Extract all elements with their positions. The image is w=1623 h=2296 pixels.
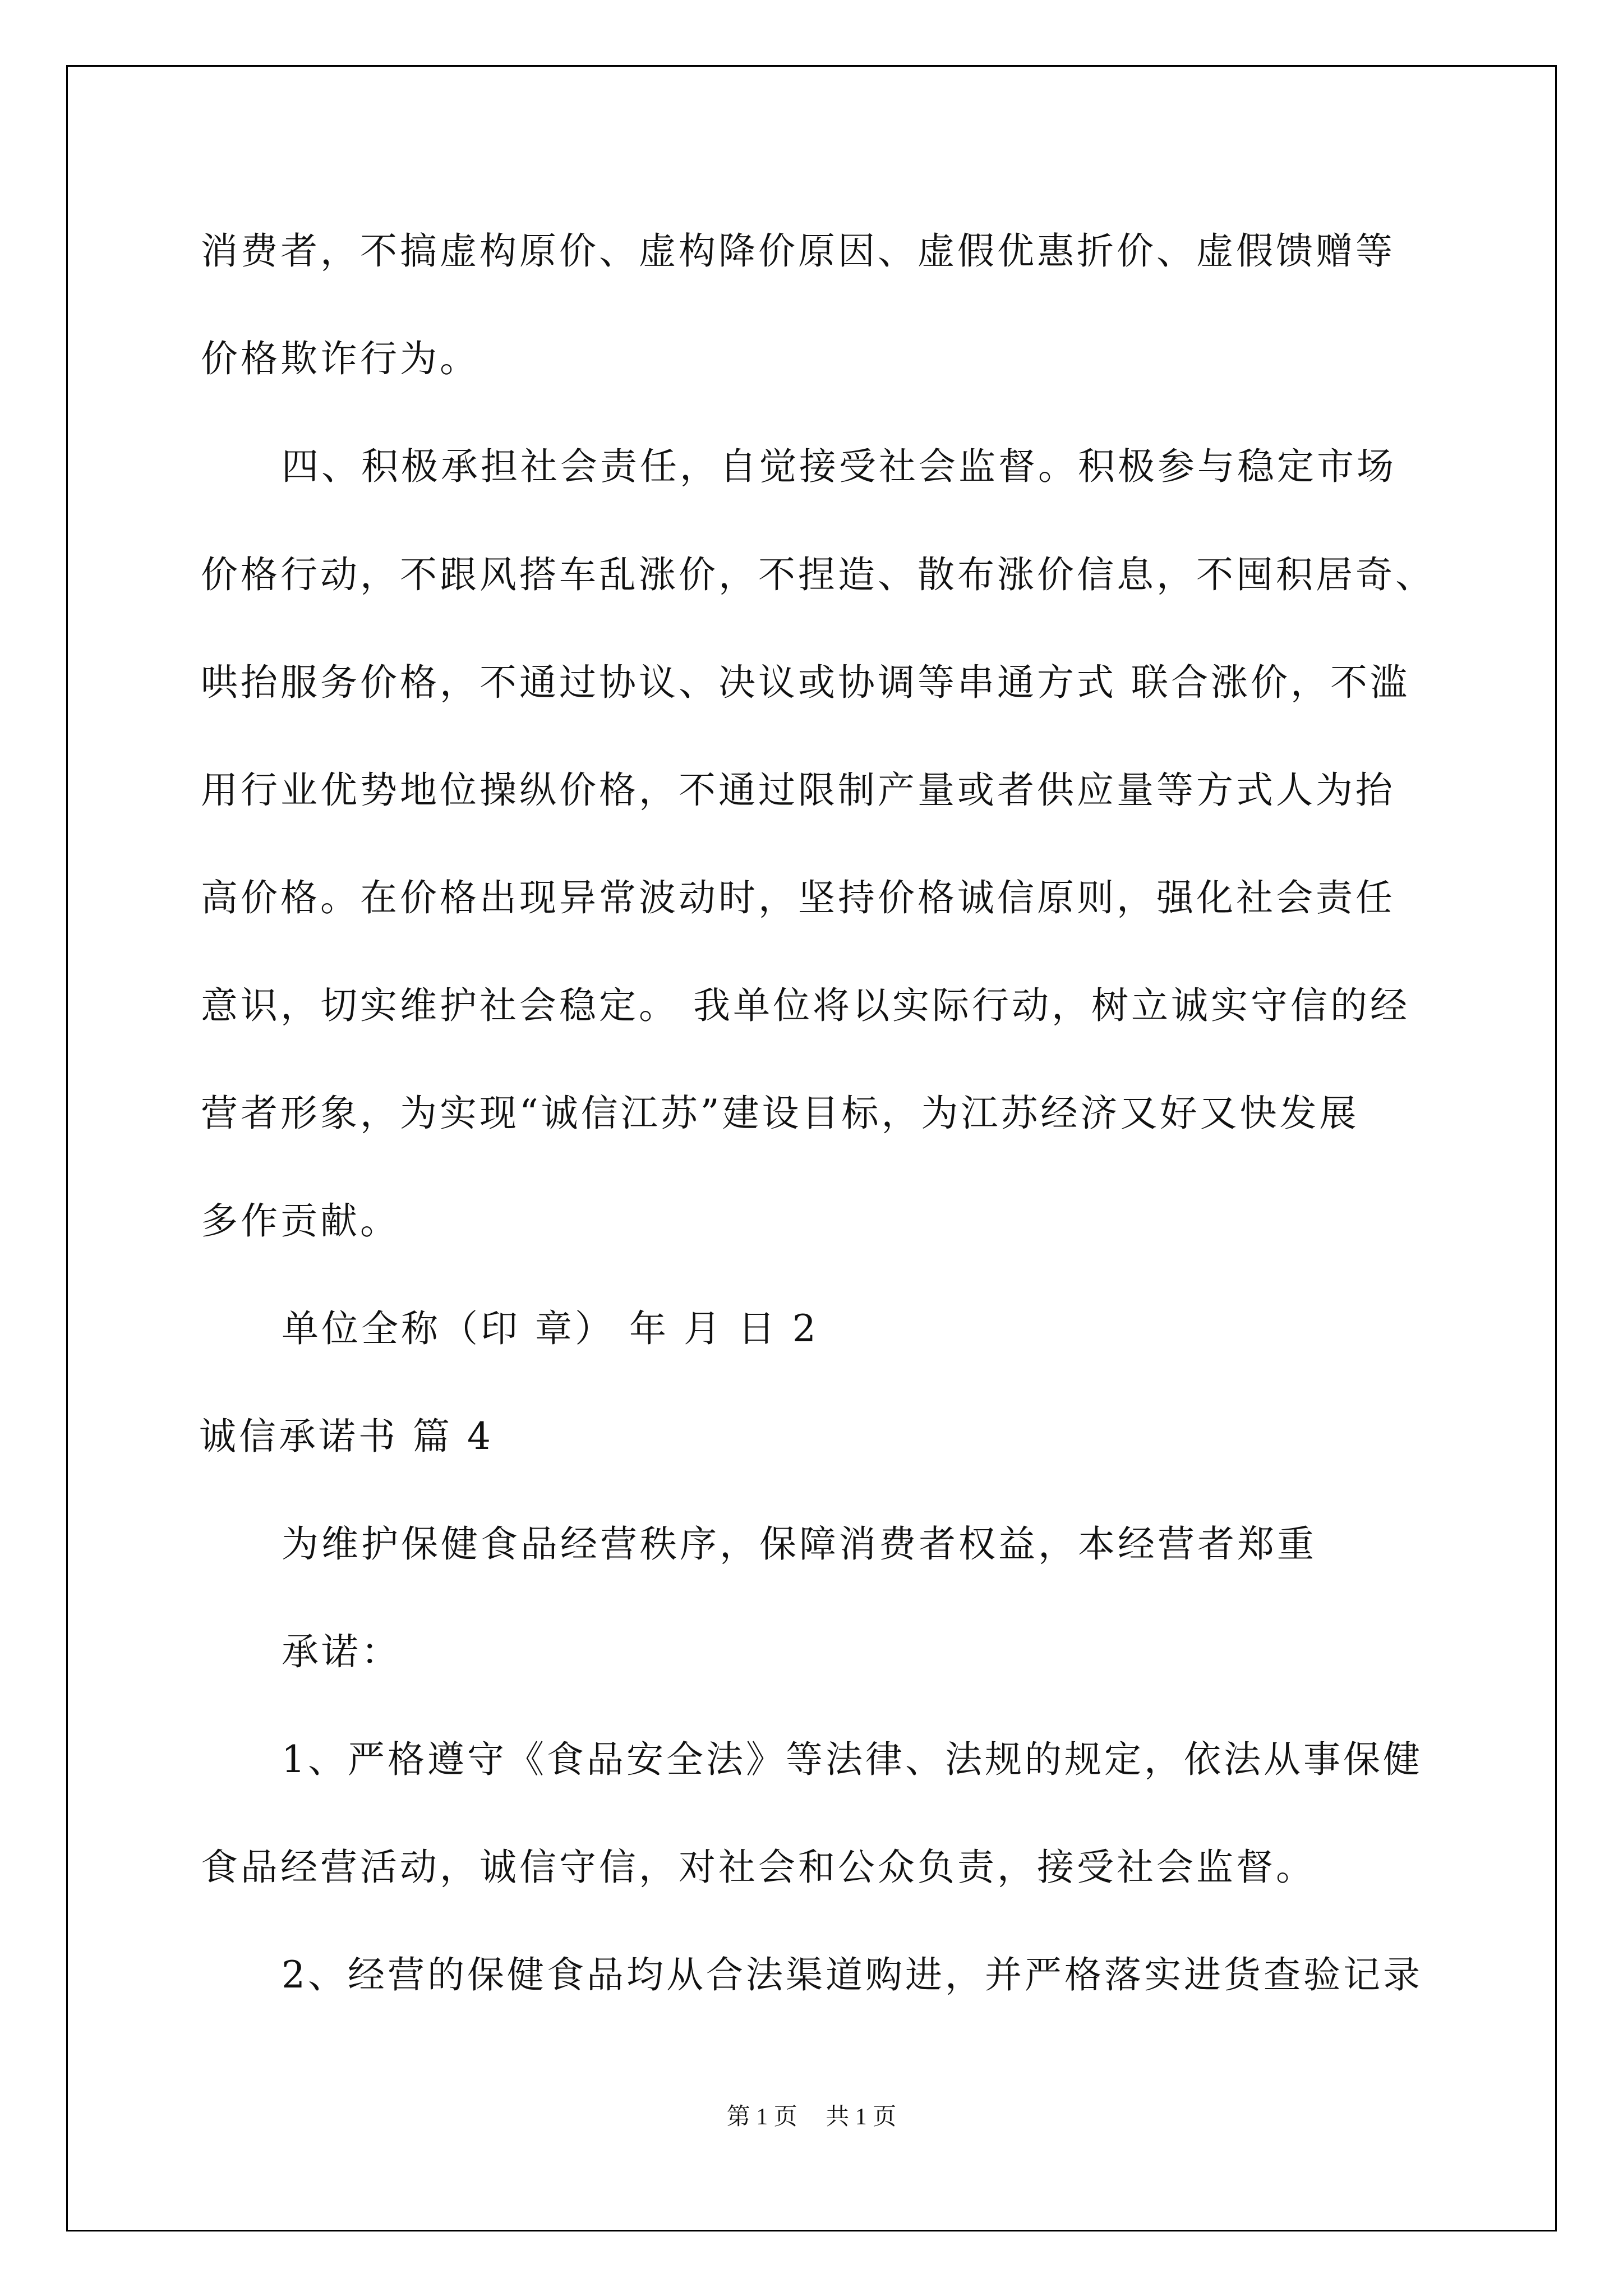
- item-one-line-2: 食品经营活动，诚信守信，对社会和公众负责，接受社会监督。: [201, 1846, 1316, 1889]
- paragraph-four-line-7: 营者形象，为实现“诚信江苏”建设目标，为江苏经济又好又快发展: [201, 1092, 1359, 1135]
- item-one-line-1: 1、严格遵守《食品安全法》等法律、法规的规定，依法从事保健: [282, 1738, 1423, 1781]
- page-border: [66, 65, 1557, 2231]
- page-total: 共 1 页: [826, 2104, 897, 2130]
- paragraph-four-line-8: 多作贡献。: [201, 1199, 400, 1243]
- body-line-2: 价格欺诈行为。: [201, 337, 479, 380]
- paragraph-four-line-6: 意识，切实维护社会稳定。 我单位将以实际行动，树立诚实守信的经: [201, 984, 1410, 1027]
- item-two-line-1: 2、经营的保健食品均从合法渠道购进，并严格落实进货查验记录: [282, 1953, 1423, 1996]
- intro-line-2: 承诺：: [282, 1630, 401, 1673]
- paragraph-four-line-4: 用行业优势地位操纵价格，不通过限制产量或者供应量等方式人为抬: [201, 769, 1395, 812]
- paragraph-four-line-3: 哄抬服务价格，不通过协议、决议或协调等串通方式 联合涨价，不滥: [201, 661, 1410, 704]
- paragraph-four-line-1: 四、积极承担社会责任，自觉接受社会监督。积极参与稳定市场: [282, 445, 1396, 488]
- paragraph-four-line-5: 高价格。在价格出现异常波动时，坚持价格诚信原则，强化社会责任: [201, 876, 1395, 919]
- body-line-1: 消费者，不搞虚构原价、虚构降价原因、虚假优惠折价、虚假馈赠等: [201, 229, 1395, 273]
- section-heading: 诚信承诺书 篇 4: [199, 1415, 494, 1458]
- signature-line: 单位全称（印 章） 年 月 日 2: [282, 1307, 819, 1350]
- intro-line-1: 为维护保健食品经营秩序，保障消费者权益，本经营者郑重: [282, 1522, 1317, 1566]
- page-number: 第 1 页: [726, 2104, 797, 2130]
- page-footer: [0, 2103, 1623, 2131]
- paragraph-four-line-2: 价格行动，不跟风搭车乱涨价，不捏造、散布涨价信息，不囤积居奇、: [201, 553, 1435, 596]
